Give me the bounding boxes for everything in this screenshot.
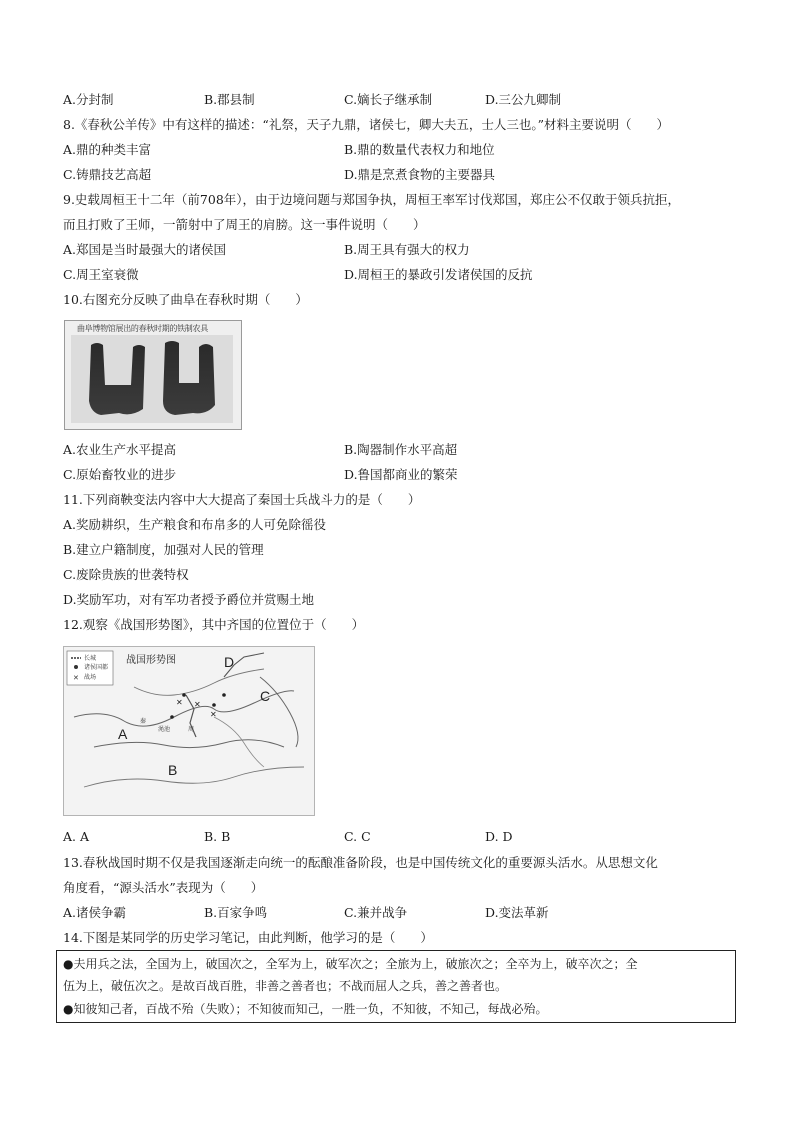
svg-text:✕: ✕ <box>210 710 217 719</box>
photo-caption: 曲阜博物馆展出的春秋时期的铁制农具 <box>77 324 208 333</box>
q9-option-d: D.周桓王的暴政引发诸侯国的反抗 <box>344 267 533 282</box>
q9-option-c: C.周王室衰微 <box>63 267 139 282</box>
q10-option-d: D.鲁国都商业的繁荣 <box>344 467 458 482</box>
map-title: 战国形势图 <box>126 655 176 666</box>
map-city-mianchi: 渑池 <box>158 726 171 733</box>
iron-tools-photo <box>64 320 242 430</box>
q8-stem: 8.《春秋公羊传》中有这样的描述：“礼祭，天子九鼎，诸侯七，卿大夫五，士人三也。”材料主要说明（ ） <box>63 117 669 132</box>
map-city-zhou: 周 <box>188 726 195 733</box>
q8-option-c: C.铸鼎技艺高超 <box>63 167 152 182</box>
q7-option-b: B.郡县制 <box>204 92 255 107</box>
q8-option-d: D.鼎是烹煮食物的主要器具 <box>344 167 496 182</box>
q13-option-a: A.诸侯争霸 <box>63 905 127 920</box>
q9-stem-line-1: 9.史载周桓王十二年（前708年），由于边境问题与郑国争执，周桓王率军讨伐郑国，郑庄公不仅敢于领兵抗拒， <box>63 192 681 207</box>
map-mark-d: D <box>224 654 235 670</box>
q12-option-c: C. C <box>344 829 371 844</box>
q8-option-a: A.鼎的种类丰富 <box>63 142 152 157</box>
svg-text:✕: ✕ <box>194 700 201 709</box>
q12-option-b: B. B <box>204 829 231 844</box>
study-notes-box <box>56 950 736 1023</box>
q11-option-a: A.奖励耕织，生产粮食和布帛多的人可免除徭役 <box>63 517 327 532</box>
q9-option-a: A.郑国是当时最强大的诸侯国 <box>63 242 227 257</box>
legend-great-wall: 长城 <box>84 655 97 662</box>
q9-option-b: B.周王具有强大的权力 <box>344 242 470 257</box>
note-line-1: ●夫用兵之法，全国为上，破国次之，全军为上，破军次之；全旅为上，破旅次之；全卒为上，破卒次之；全 <box>63 957 638 971</box>
q13-option-c: C.兼并战争 <box>344 905 408 920</box>
q11-option-d: D.奖励军功，对有军功者授予爵位并赏赐土地 <box>63 592 315 607</box>
q13-option-b: B.百家争鸣 <box>204 905 268 920</box>
note-line-3: ●知彼知己者，百战不殆（失败）；不知彼而知己，一胜一负，不知彼，不知己，每战必殆。 <box>63 1002 548 1016</box>
map-drawing <box>64 647 314 815</box>
q7-option-c: C.嫡长子继承制 <box>344 92 433 107</box>
q10-stem: 10.右图充分反映了曲阜在春秋时期（ ） <box>63 292 308 307</box>
legend-capital: 诸侯国都 <box>84 664 109 671</box>
q10-option-c: C.原始畜牧业的进步 <box>63 467 177 482</box>
q7-option-d: D.三公九卿制 <box>485 92 562 107</box>
legend-battlefield: 战场 <box>84 674 97 681</box>
q11-option-c: C.废除贵族的世袭特权 <box>63 567 189 582</box>
svg-text:✕: ✕ <box>73 674 79 682</box>
q13-stem-line-1: 13.春秋战国时期不仅是我国逐渐走向统一的酝酿准备阶段，也是中国传统文化的重要源头活水。从思想文化 <box>63 855 658 870</box>
photo-background <box>71 335 233 423</box>
q12-option-a: A. A <box>63 829 90 844</box>
map-mark-a: A <box>118 726 128 742</box>
q14-stem: 14.下图是某同学的历史学习笔记，由此判断，他学习的是（ ） <box>63 930 433 945</box>
iron-plough-tools-image <box>71 335 233 423</box>
map-city-qin: 秦 <box>140 718 147 725</box>
map-mark-b: B <box>168 762 178 778</box>
q12-option-d: D. D <box>485 829 513 844</box>
q11-option-b: B.建立户籍制度，加强对人民的管理 <box>63 542 264 557</box>
warring-states-map <box>63 646 315 816</box>
note-line-2: 伍为上，破伍次之。是故百战百胜，非善之善者也；不战而屈人之兵，善之善者也。 <box>63 979 508 993</box>
q9-stem-line-2: 而且打败了王师，一箭射中了周王的肩膀。这一事件说明（ ） <box>63 217 426 232</box>
q12-stem: 12.观察《战国形势图》，其中齐国的位置位于（ ） <box>63 617 365 632</box>
q7-option-a: A.分封制 <box>63 92 114 107</box>
q13-option-d: D.变法革新 <box>485 905 549 920</box>
svg-text:✕: ✕ <box>176 698 183 707</box>
q8-option-b: B.鼎的数量代表权力和地位 <box>344 142 495 157</box>
q11-stem: 11.下列商鞅变法内容中大大提高了秦国士兵战斗力的是（ ） <box>63 492 421 507</box>
q10-option-b: B.陶器制作水平高超 <box>344 442 458 457</box>
map-mark-c: C <box>260 688 271 704</box>
q10-option-a: A.农业生产水平提高 <box>63 442 177 457</box>
q13-stem-line-2: 角度看，“源头活水”表现为（ ） <box>63 880 264 895</box>
